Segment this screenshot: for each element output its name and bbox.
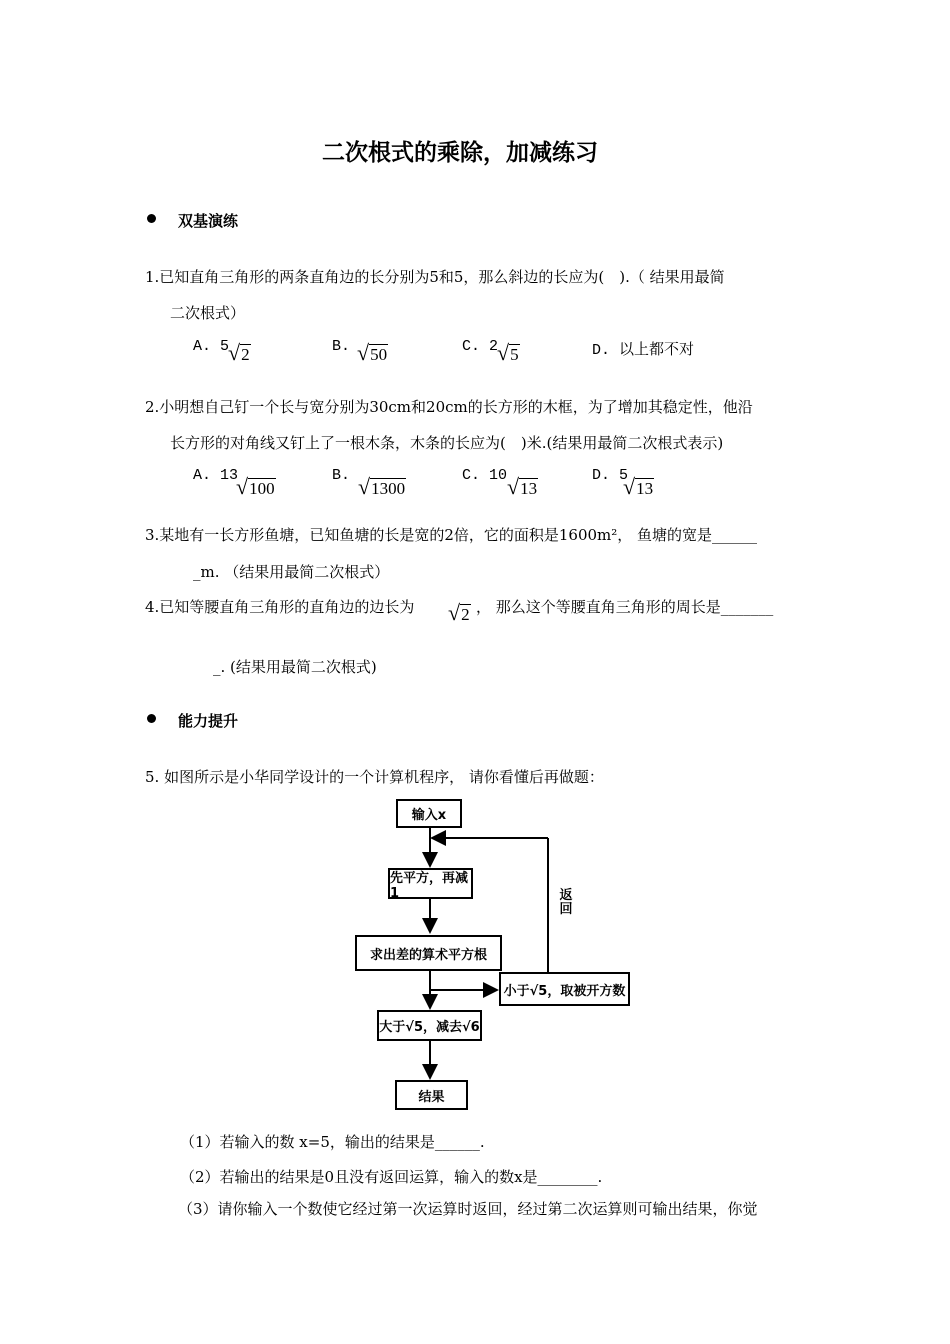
radicand: 2	[241, 345, 250, 364]
option-label: B.	[332, 467, 351, 484]
radicand: 5	[510, 345, 519, 364]
q5-sub3: （3）请你输入一个数使它经过第一次运算时返回，经过第二次运算则可输出结果，你觉	[178, 1200, 758, 1218]
option-label: A. 13	[193, 467, 239, 484]
flow-less-box: 小于√5，取被开方数	[499, 972, 630, 1006]
flow-greater-box: 大于√5，减去√6	[377, 1010, 482, 1041]
option-label: C. 2	[462, 338, 499, 355]
q5-sub1: （1）若输入的数 x=5，输出的结果是______.	[180, 1133, 485, 1151]
radicand: 13	[636, 479, 654, 498]
flow-input-box: 输入x	[396, 799, 462, 828]
option-label: D. 以上都不对	[592, 342, 695, 359]
q5-sub2: （2）若输出的结果是0且没有返回运算，输入的数x是________.	[180, 1168, 603, 1186]
q2-line2: 长方形的对角线又钉上了一根木条，木条的长应为( )米.(结果用最简二次根式表示)	[170, 434, 724, 452]
q5-intro: 5. 如图所示是小华同学设计的一个计算机程序， 请你看懂后再做题：	[145, 768, 604, 786]
section-heading-advanced: 能力提升	[178, 712, 239, 730]
q1-line1: 1.已知直角三角形的两条直角边的长分别为5和5，那么斜边的长应为( ).（ 结果用最简	[145, 268, 725, 286]
q2-option-c-radical: √13	[507, 474, 538, 499]
q2-option-a-radical: √100	[236, 474, 275, 499]
flow-result-box: 结果	[395, 1080, 468, 1110]
flow-step1-box: 先平方，再减1	[388, 868, 473, 899]
option-label: D. 5	[592, 467, 629, 484]
radicand: 2	[461, 605, 470, 624]
q4-line2: _. (结果用最简二次根式)	[213, 658, 377, 676]
radicand: 1300	[371, 479, 406, 498]
q2-line1: 2.小明想自己钉一个长与宽分别为30cm和20cm的长方形的木框，为了增加其稳定性，他沿	[145, 398, 753, 416]
q2-option-d-radical: √13	[623, 474, 654, 499]
section-heading-basic: 双基演练	[178, 212, 239, 230]
q2-option-b-radical: √1300	[358, 474, 406, 499]
q1-option-b-radical: √50	[357, 340, 388, 365]
page-title: 二次根式的乘除，加减练习	[322, 140, 598, 166]
q3-line1: 3.某地有一长方形鱼塘，已知鱼塘的长是宽的2倍，它的面积是1600m²， 鱼塘的宽是______	[145, 526, 758, 544]
q4-radical: √2	[448, 600, 470, 625]
radicand: 50	[370, 345, 388, 364]
q4-line1-a: 4.已知等腰直角三角形的直角边的边长为	[145, 598, 415, 616]
radicand: 13	[520, 479, 538, 498]
q1-line2: 二次根式）	[170, 304, 246, 322]
option-label: C. 10	[462, 467, 508, 484]
radicand: 100	[249, 479, 275, 498]
q4-line1-b: ， 那么这个等腰直角三角形的周长是_______	[476, 598, 774, 616]
flow-return-label: 返回	[559, 888, 573, 917]
q3-line2: _m. （结果用最简二次根式）	[193, 563, 390, 581]
q1-option-a-radical: √2	[228, 340, 250, 365]
option-label: B.	[332, 338, 351, 355]
q1-option-c-radical: √5	[497, 340, 519, 365]
option-label: A. 5	[193, 338, 230, 355]
flow-step2-box: 求出差的算术平方根	[355, 935, 502, 971]
